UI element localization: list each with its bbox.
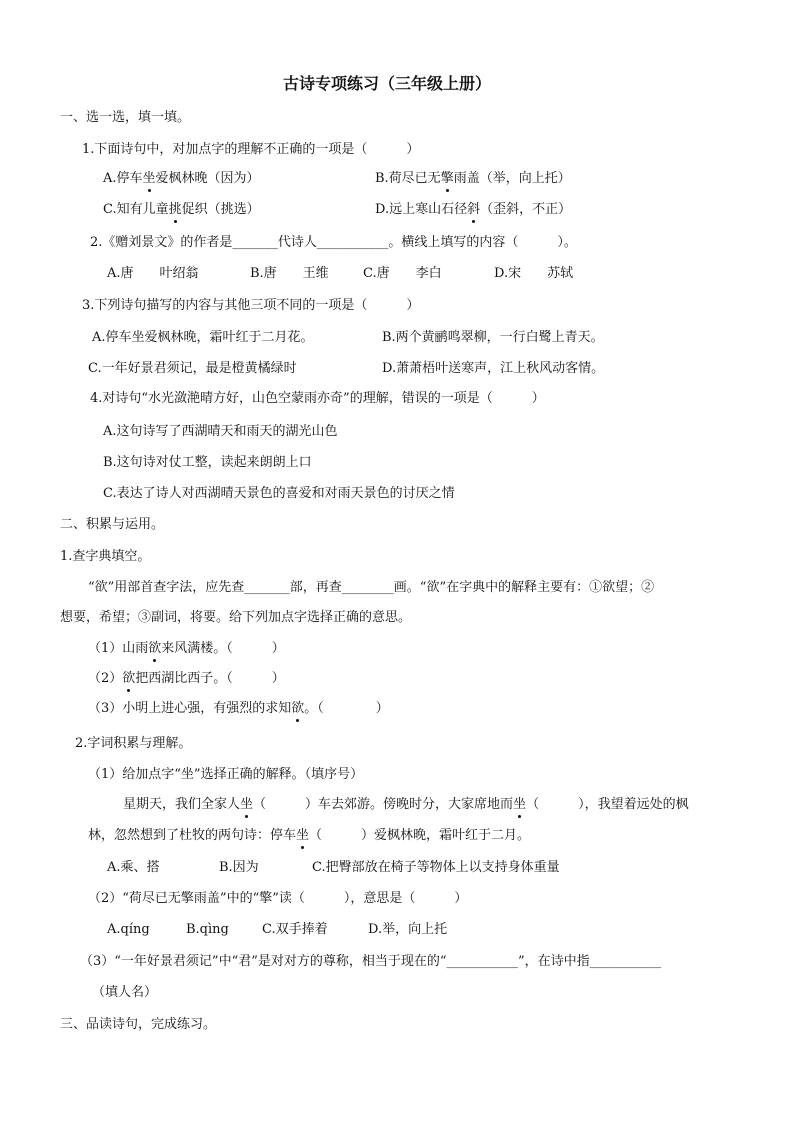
dotted-char: 坐 xyxy=(513,797,527,812)
q2-1-item-3 xyxy=(88,700,389,718)
text: D.远上寒山石径 xyxy=(375,202,468,217)
text: （ ）车去郊游。傍晚时分，大家席地而 xyxy=(253,797,514,812)
text: 爱枫林晚（因为） xyxy=(155,171,260,186)
q2-1-item-2 xyxy=(88,670,285,688)
text: （1）山雨 xyxy=(88,641,149,656)
q2-2-option-b: B.因为 xyxy=(219,860,259,875)
page-title: 古诗专项练习（三年级上册） xyxy=(283,74,492,93)
q2-2-paragraph-line-2 xyxy=(88,827,530,845)
q1-2-option-b: B.唐 王维 xyxy=(250,266,329,281)
q1-2-option-d: D.宋 苏轼 xyxy=(494,266,574,281)
section-1-heading: 一、选一选，填一填。 xyxy=(60,110,191,125)
text: A.停车 xyxy=(103,171,143,186)
q1-3-option-c: C.一年好景君须记，最是橙黄橘绿时 xyxy=(88,361,297,376)
section-3-heading: 三、品读诗句，完成练习。 xyxy=(60,1017,217,1032)
q2-2-option-a: A.乘、搭 xyxy=(107,860,160,875)
q1-2-option-c: C.唐 李白 xyxy=(363,266,442,281)
q2-2-paragraph-line-1 xyxy=(123,796,689,814)
q2-2-sub-2-option-c: C.双手捧着 xyxy=(262,922,328,937)
q2-2-sub-2-option-d: D.举，向上托 xyxy=(368,922,448,937)
q1-1-stem: 1.下面诗句中，对加点字的理解不正确的一项是（ ） xyxy=(82,142,420,157)
text: （ ）爱枫林晚，霜叶红于二月。 xyxy=(309,828,531,843)
dotted-char: 坐 xyxy=(142,171,156,186)
dotted-char: 斜 xyxy=(467,202,481,217)
q2-2-sub-2-option-a: A.qíng xyxy=(107,922,150,937)
q2-2-sub-3: （3）“一年好景君须记”中“君”是对对方的尊称，相当于现在的“___________”，在诗中指___________ xyxy=(80,954,662,969)
section-2-heading: 二、积累与运用。 xyxy=(60,517,165,532)
q2-2-option-c: C.把臀部放在椅子等物体上以支持身体重量 xyxy=(312,860,560,875)
text: C.知有儿童 xyxy=(103,202,169,217)
text: 雨盖（举，向上托） xyxy=(453,171,571,186)
q2-2-sub-2-option-b: B.qìng xyxy=(186,922,229,937)
q2-1-paragraph-line-1: “欲”用部首查字法，应先查_______部，再查________画。“欲”在字典中的解释主要有：①欲望；② xyxy=(88,580,655,595)
q2-2-stem: 2.字词积累与理解。 xyxy=(75,736,192,751)
q1-3-option-b: B.两个黄鹂鸣翠柳，一行白鹭上青天。 xyxy=(382,330,604,345)
text: 促织（挑选） xyxy=(181,202,260,217)
q1-4-option-a: A.这句诗写了西湖晴天和雨天的湖光山色 xyxy=(103,424,338,439)
q1-4-option-c: C.表达了诗人对西湖晴天景色的喜爱和对雨天景色的讨厌之情 xyxy=(103,486,455,501)
q1-1-option-b xyxy=(375,170,571,188)
q1-3-option-a: A.停车坐爱枫林晚，霜叶红于二月花。 xyxy=(92,330,314,345)
q2-1-item-1 xyxy=(88,640,285,658)
text: 。（ ） xyxy=(304,701,389,716)
text: 林，忽然想到了杜牧的两句诗：停车 xyxy=(88,828,297,843)
text: 星期天，我们全家人 xyxy=(123,797,241,812)
text: B.荷尽已无 xyxy=(375,171,441,186)
q1-3-stem: 3.下列诗句描写的内容与其他三项不同的一项是（ ） xyxy=(82,298,420,313)
dotted-char: 挑 xyxy=(168,202,182,217)
q2-1-paragraph-line-2: 想要，希望；③副词，将要。给下列加点字选择正确的意思。 xyxy=(60,610,412,625)
dotted-char: 欲 xyxy=(122,671,136,686)
q1-4-stem: 4.对诗句“水光潋滟晴方好，山色空蒙雨亦奇”的理解，错误的一项是（ ） xyxy=(90,391,545,406)
dotted-char: 擎 xyxy=(440,171,454,186)
q1-3-option-d: D.萧萧梧叶送寒声，江上秋风动客情。 xyxy=(382,361,605,376)
dotted-char: 坐 xyxy=(296,828,310,843)
text: 把西湖比西子。（ ） xyxy=(135,671,285,686)
q1-2-stem: 2.《赠刘景文》的作者是_______代诗人___________。横线上填写的内容（ ）。 xyxy=(90,235,577,250)
q1-1-option-c xyxy=(103,201,260,219)
text: （2） xyxy=(88,671,123,686)
q1-2-option-a: A.唐 叶绍翁 xyxy=(107,266,199,281)
dotted-char: 欲 xyxy=(148,641,162,656)
dotted-char: 坐 xyxy=(240,797,254,812)
q1-1-option-a xyxy=(103,170,260,188)
text: 来风满楼。（ ） xyxy=(161,641,285,656)
text: （ ），我望着远处的枫 xyxy=(526,797,689,812)
q2-2-sub-3-note: （填人名） xyxy=(92,985,158,1000)
q2-1-stem: 1.查字典填空。 xyxy=(60,549,151,564)
q2-2-sub-2: （2）“荷尽已无擎雨盖”中的“擎”读（ ），意思是（ ） xyxy=(88,891,468,906)
q1-1-option-d xyxy=(375,201,571,219)
q2-2-sub-1: （1）给加点字“坐”选择正确的解释。（填序号） xyxy=(88,767,364,782)
text: （3）小明上进心强，有强烈的求知 xyxy=(88,701,292,716)
dotted-char: 欲 xyxy=(291,701,305,716)
q1-4-option-b: B.这句诗对仗工整，读起来朗朗上口 xyxy=(103,455,312,470)
text: （歪斜，不正） xyxy=(480,202,572,217)
